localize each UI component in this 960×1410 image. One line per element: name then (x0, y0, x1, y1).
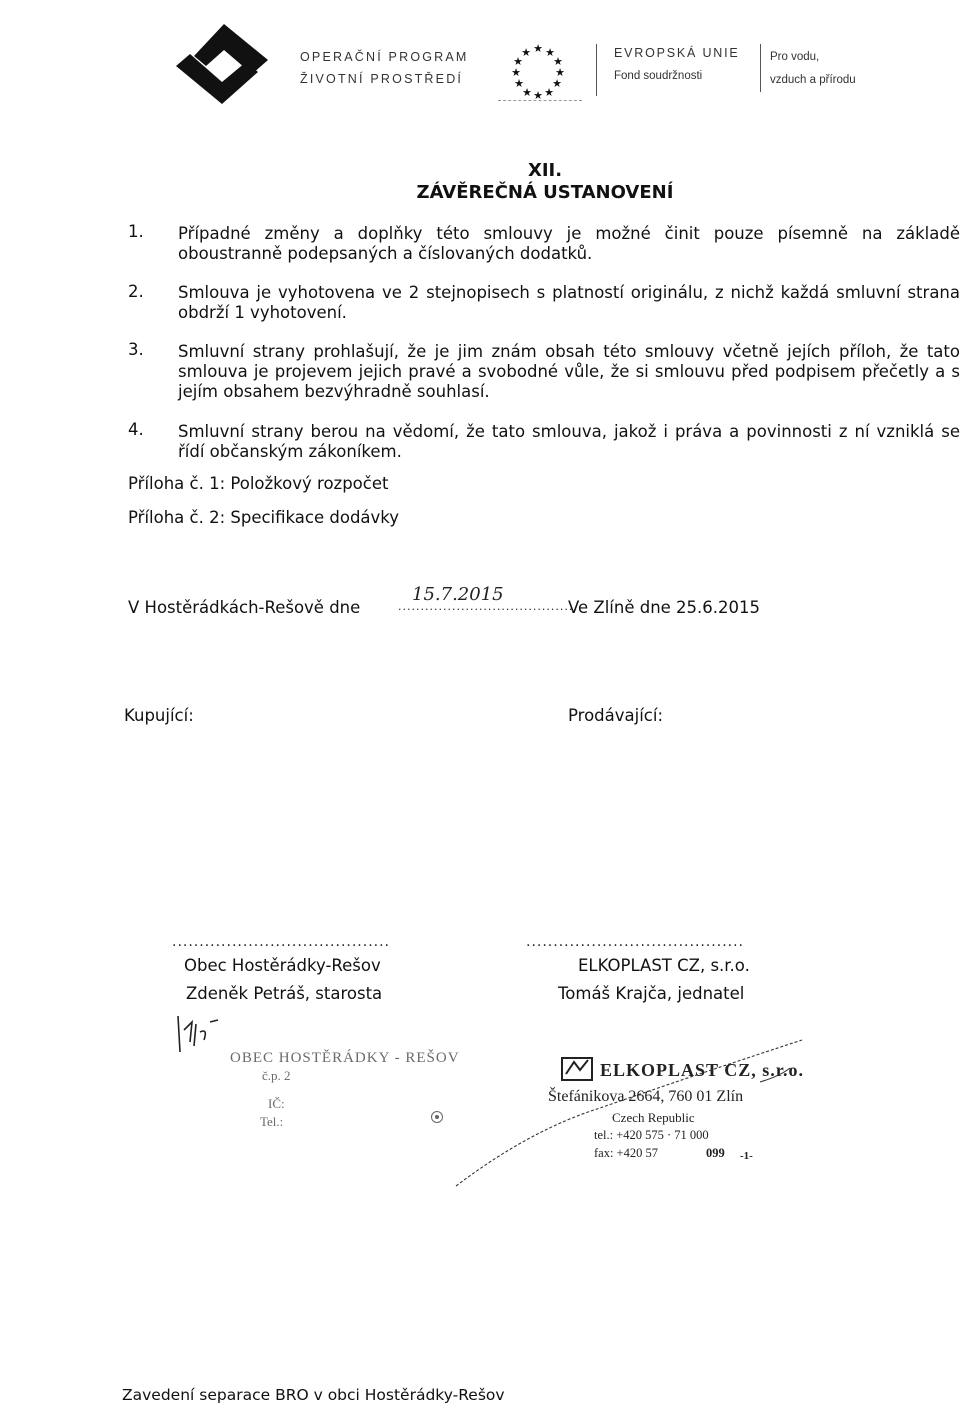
operational-programme-logo (176, 20, 268, 104)
svg-text:★: ★ (552, 77, 562, 90)
buyer-stamp-line: Tel.: (260, 1114, 284, 1129)
clause-number: 3. (128, 340, 144, 359)
clause-number: 4. (128, 420, 144, 439)
eu-motto (770, 46, 856, 92)
clause-number: 1. (128, 222, 144, 241)
buyer-name: Obec Hostěrádky-Rešov (184, 956, 381, 975)
section-title: ZÁVĚREČNÁ USTANOVENÍ (416, 182, 674, 203)
seller-stamp-fax-end: 099 (706, 1146, 725, 1160)
buyer-signature-line: ........................................ (172, 934, 391, 950)
buyer-place-date: V Hostěrádkách-Rešově dne (128, 598, 361, 617)
op-line-1: OPERAČNÍ PROGRAM (300, 50, 469, 64)
clause-number: 2. (128, 282, 144, 301)
buyer-stamp-line: IČ: (268, 1096, 285, 1111)
svg-text:★: ★ (544, 86, 554, 99)
attachment-item: Příloha č. 2: Specifikace dodávky (128, 508, 400, 527)
op-line-2: ŽIVOTNÍ PROSTŘEDÍ (300, 72, 464, 86)
eu-fund: Fond soudržnosti (614, 70, 703, 82)
svg-text:★: ★ (533, 89, 543, 100)
svg-text:★: ★ (553, 55, 563, 68)
seller-stamp-line: ELKOPLAST CZ, s.r.o. (600, 1060, 805, 1080)
buyer-handwritten-signature (174, 1012, 234, 1056)
seller-label: Prodávající: (568, 706, 664, 725)
svg-text:★: ★ (514, 77, 524, 90)
clause-text: Případné změny a doplňky této smlouvy je možné činit pouze písemně na základě oboustranně podepsaných a číslovaných dodatků. (178, 224, 960, 263)
seller-handwritten-signature (450, 1020, 810, 1190)
eu-motto-line-1: Pro vodu, (770, 51, 820, 63)
buyer-stamp-line: OBEC HOSTĚRÁDKY - REŠOV (230, 1050, 460, 1066)
page-footer: Zavedení separace BRO v obci Hostěrádky-Rešov (122, 1386, 505, 1404)
seller-person: Tomáš Krajča, jednatel (558, 984, 745, 1003)
registered-mark-icon (430, 1110, 444, 1124)
header-divider-2 (760, 44, 761, 92)
date-dotted-line: ........................................ (398, 600, 578, 613)
svg-text:★: ★ (513, 55, 523, 68)
seller-place-date: Ve Zlíně dne 25.6.2015 (568, 598, 761, 617)
seller-signature-line: ........................................ (526, 934, 745, 950)
header-divider (596, 44, 597, 96)
buyer-person: Zdeněk Petráš, starosta (186, 984, 383, 1003)
svg-text:★: ★ (545, 46, 555, 59)
clause-text: Smluvní strany berou na vědomí, že tato smlouva, jakož i práva a povinnosti z ní vzniklá se řídí občanským zákoníkem. (178, 422, 960, 461)
eu-stars-icon (502, 40, 574, 100)
eu-title: EVROPSKÁ UNIE (614, 46, 740, 60)
svg-text:★: ★ (511, 66, 521, 79)
operational-programme-title (300, 46, 469, 90)
clause-text: Smluvní strany prohlašují, že je jim znám obsah této smlouvy včetně jejích příloh, že tato smlouva je projevem jejich pravé a svobodné vůle, že si smlouvu před podpisem přečetly a s jejím obsahem bezvýhradně souhlasí. (178, 342, 960, 401)
seller-stamp-fax: fax: +420 57 (594, 1146, 658, 1160)
seller-stamp-mark: -1- (740, 1150, 753, 1162)
svg-text:★: ★ (522, 86, 532, 99)
svg-text:★: ★ (521, 46, 531, 59)
seller-stamp-line: Štefánikova 2664, 760 01 Zlín (548, 1088, 744, 1105)
handwritten-date: 15.7.2015 (412, 584, 504, 605)
buyer-label: Kupující: (124, 706, 194, 725)
seller-stamp-tel: tel.: +420 575 · 71 000 (594, 1128, 709, 1142)
buyer-stamp-line: č.p. 2 (262, 1068, 291, 1083)
eu-flag-border (498, 100, 582, 101)
section-number: XII. (527, 160, 563, 181)
svg-text:★: ★ (533, 42, 543, 55)
svg-text:★: ★ (555, 66, 565, 79)
seller-stamp-line: Czech Republic (612, 1110, 695, 1125)
clause-text: Smlouva je vyhotovena ve 2 stejnopisech s platností originálu, z nichž každá smluvní strana obdrží 1 vyhotovení. (178, 283, 960, 322)
seller-name: ELKOPLAST CZ, s.r.o. (578, 956, 750, 975)
attachment-item: Příloha č. 1: Položkový rozpočet (128, 474, 389, 493)
eu-motto-line-2: vzduch a přírodu (770, 74, 856, 86)
